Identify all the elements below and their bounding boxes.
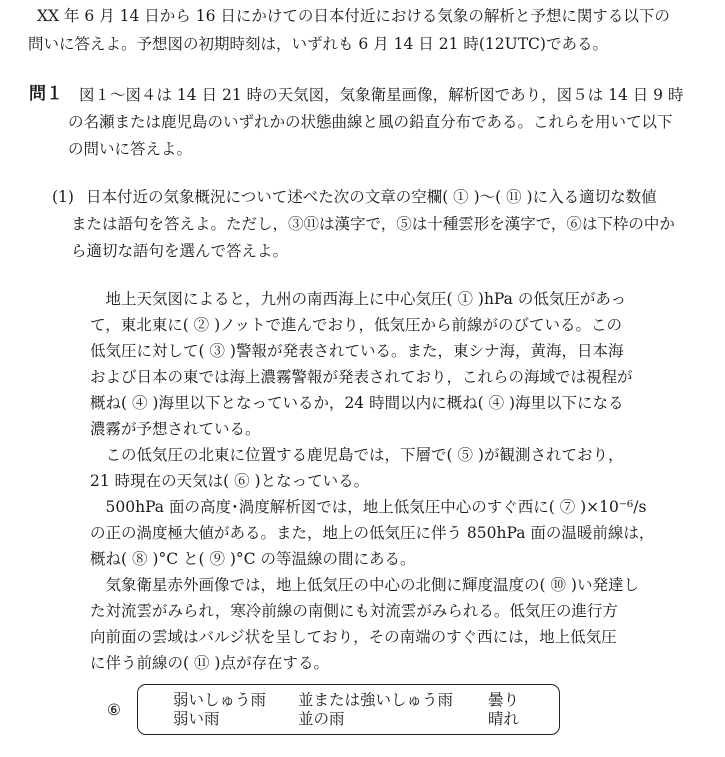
question-text-line: の名瀬または鹿児島のいずれかの状態曲線と風の鉛直分布である。これらを用いて以下 [68,113,673,131]
choice-option: 並の雨 [298,710,345,728]
sub-question-text-line: ら適切な語句を選んで答えよ。 [71,242,289,260]
passage-line: 地上天気図によると，九州の南西海上に中心気圧( ① )hPa の低気圧があっ [90,290,627,308]
passage-line: 概ね( ⑧ )°C と( ⑨ )°C の等温線の間にある。 [90,550,416,568]
intro-line: XX 年 6 月 14 日から 16 日にかけての日本付近における気象の解析と予想に関する以下の [37,7,670,25]
sub-question-label: (1) [52,188,74,206]
passage-line: 概ね( ④ )海里以下となっているか，24 時間以内に概ね( ④ )海里以下になる [90,394,624,412]
passage-line: の正の渦度極大値がある。また，地上の低気圧に伴う 850hPa 面の温暖前線は， [90,524,655,542]
sub-question-text-line: 日本付近の気象概況について述べた次の文章の空欄( ① )～( ⑪ )に入る適切な数値 [86,188,657,206]
passage-line: 低気圧に対して( ③ )警報が発表されている。また，東シナ海，黄海，日本海 [90,342,624,360]
passage-line: 500hPa 面の高度･渦度解析図では，地上低気圧中心のすぐ西に( ⑦ )×10⁻⁶/s [90,498,647,516]
passage-line: および日本の東では海上濃霧警報が発表されており，これらの海域では視程が [90,368,633,386]
passage-line: この低気圧の北東に位置する鹿児島では，下層で( ⑤ )が観測されており， [90,446,624,464]
question-text-line: の問いに答えよ。 [68,140,193,158]
passage-line: て，東北東に( ② )ノットで進んでおり，低気圧から前線がのびている。この [90,316,623,334]
passage-line: に伴う前線の( ⑪ )点が存在する。 [90,654,329,672]
passage-line: 向前面の雲域はバルジ状を呈しており，その南端のすぐ西には，地上低気圧 [90,628,617,646]
passage-line: 21 時現在の天気は( ⑥ )となっている。 [90,472,370,490]
choice-option: 弱い雨 [173,710,220,728]
passage-line: 濃霧が予想されている。 [90,420,261,438]
choice-option: 並または強いしゅう雨 [298,691,454,709]
choice-box-label: ⑥ [107,701,121,719]
intro-line: 問いに答えよ。予想図の初期時刻は，いずれも 6 月 14 日 21 時(12UTC)である。 [28,35,608,53]
choice-option: 晴れ [488,710,520,728]
passage-line: 気象衛星赤外画像では，地上低気圧の中心の北側に輝度温度の( ⑩ )い発達し [90,576,639,594]
choice-option: 曇り [488,691,520,709]
sub-question-text-line: または語句を答えよ。ただし，③⑪は漢字で，⑤は十種雲形を漢字で，⑥は下枠の中か [71,215,675,233]
choice-option: 弱いしゅう雨 [173,691,267,709]
passage-line: た対流雲がみられ，寒冷前線の南側にも対流雲がみられる。低気圧の進行方 [90,602,618,620]
question-text-line: 図１～図４は 14 日 21 時の天気図，気象衛星画像，解析図であり，図５は 14 日 9 時 [79,86,684,104]
question-label: 問１ [29,84,63,104]
choice-box [137,684,560,735]
